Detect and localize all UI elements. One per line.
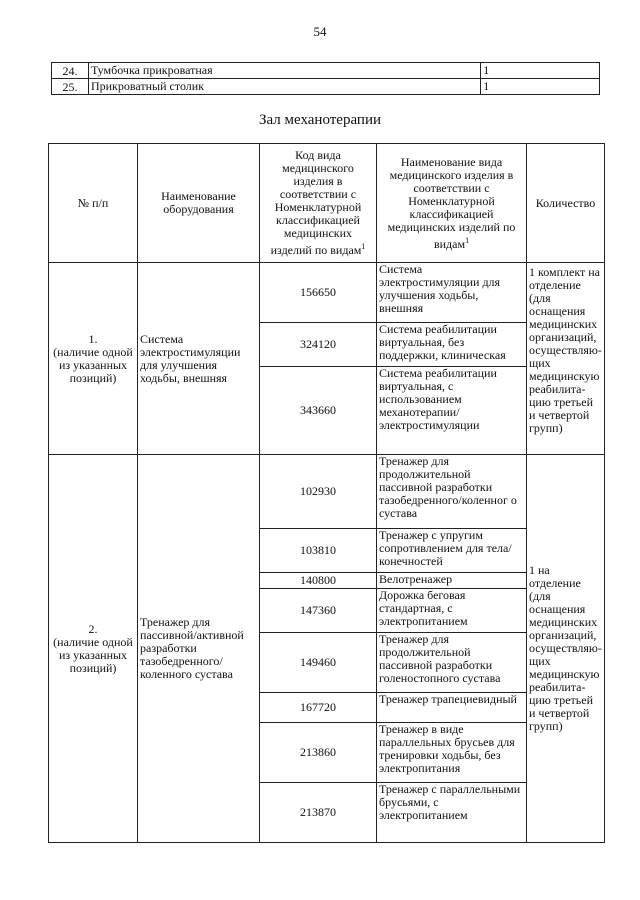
- row-number: 24.: [52, 63, 89, 79]
- page-number: 54: [313, 24, 327, 39]
- item-description: Тренажер трапециевидный: [377, 693, 527, 723]
- item-qty: 1: [481, 79, 600, 95]
- item-code: 103810: [260, 529, 377, 573]
- group-number: 2. (наличие одной из указанных позиций): [49, 455, 138, 843]
- item-name: Прикроватный столик: [88, 79, 480, 95]
- section-title: Зал механотерапии: [258, 112, 382, 128]
- item-code: 147360: [260, 589, 377, 633]
- table-row: [49, 263, 605, 323]
- header-quantity: Количество: [527, 144, 605, 263]
- item-name: Тумбочка прикроватная: [88, 63, 480, 79]
- item-description: Тренажер с упругим сопротивлением для тела/конечностей: [377, 529, 527, 573]
- item-code: 140800: [260, 573, 377, 589]
- table-row: [52, 63, 600, 79]
- group-equipment-name: Система электростимуляции для улучшения ходьбы, внешняя: [138, 263, 260, 455]
- item-description: Система электростимуляции для улучшения ходьбы, внешняя: [377, 263, 527, 323]
- equipment-table: [48, 143, 605, 843]
- group-quantity: 1 комплект на отделение (для оснащения медицинских организаций, осуществляю-щих медицинскую реабилита-цию третьей и четвертой групп): [527, 263, 605, 455]
- item-code: 149460: [260, 633, 377, 693]
- item-description: Тренажер для продолжительной пассивной разработки тазобедренного/коленног о сустава: [377, 455, 527, 529]
- item-code: 213860: [260, 723, 377, 783]
- header-type-name: Наименование вида медицинского изделия в соответствии с Номенклатурной классификацией медицинских изделий по видам$^1$: [377, 144, 527, 263]
- item-code: 343660: [260, 367, 377, 455]
- item-code: 213870: [260, 783, 377, 843]
- table-row: [49, 455, 605, 529]
- item-description: Велотренажер: [377, 573, 527, 589]
- item-description: Тренажер для продолжительной пассивной разработки голеностопного сустава: [377, 633, 527, 693]
- table-header: [49, 144, 605, 263]
- header-number: № п/п: [49, 144, 138, 263]
- table-row: [52, 79, 600, 95]
- group-equipment-name: Тренажер для пассивной/активной разработки тазобедренного/ коленного сустава: [138, 455, 260, 843]
- group-quantity: 1 на отделение (для оснащения медицинских организаций, осуществляю-щих медицинскую реабилита-цию третьей и четвертой групп): [527, 455, 605, 843]
- item-code: 167720: [260, 693, 377, 723]
- row-number: 25.: [52, 79, 89, 95]
- header-code: Код вида медицинского изделия в соответствии с Номенклатурной классификацией медицинских изделий по видам$^1$: [260, 144, 377, 263]
- group-number: 1. (наличие одной из указанных позиций): [49, 263, 138, 455]
- item-description: Дорожка беговая стандартная, с электропитанием: [377, 589, 527, 633]
- item-description: Система реабилитации виртуальная, с использованием механотерапии/ электростимуляции: [377, 367, 527, 455]
- item-description: Тренажер в виде параллельных брусьев для тренировки ходьбы, без электропитания: [377, 723, 527, 783]
- item-description: Система реабилитации виртуальная, без поддержки, клиническая: [377, 323, 527, 367]
- item-code: 102930: [260, 455, 377, 529]
- item-description: Тренажер с параллельными брусьями, с электропитанием: [377, 783, 527, 843]
- item-code: 324120: [260, 323, 377, 367]
- item-qty: 1: [481, 63, 600, 79]
- previous-table: [51, 62, 600, 95]
- header-equipment: Наименование оборудования: [138, 144, 260, 263]
- item-code: 156650: [260, 263, 377, 323]
